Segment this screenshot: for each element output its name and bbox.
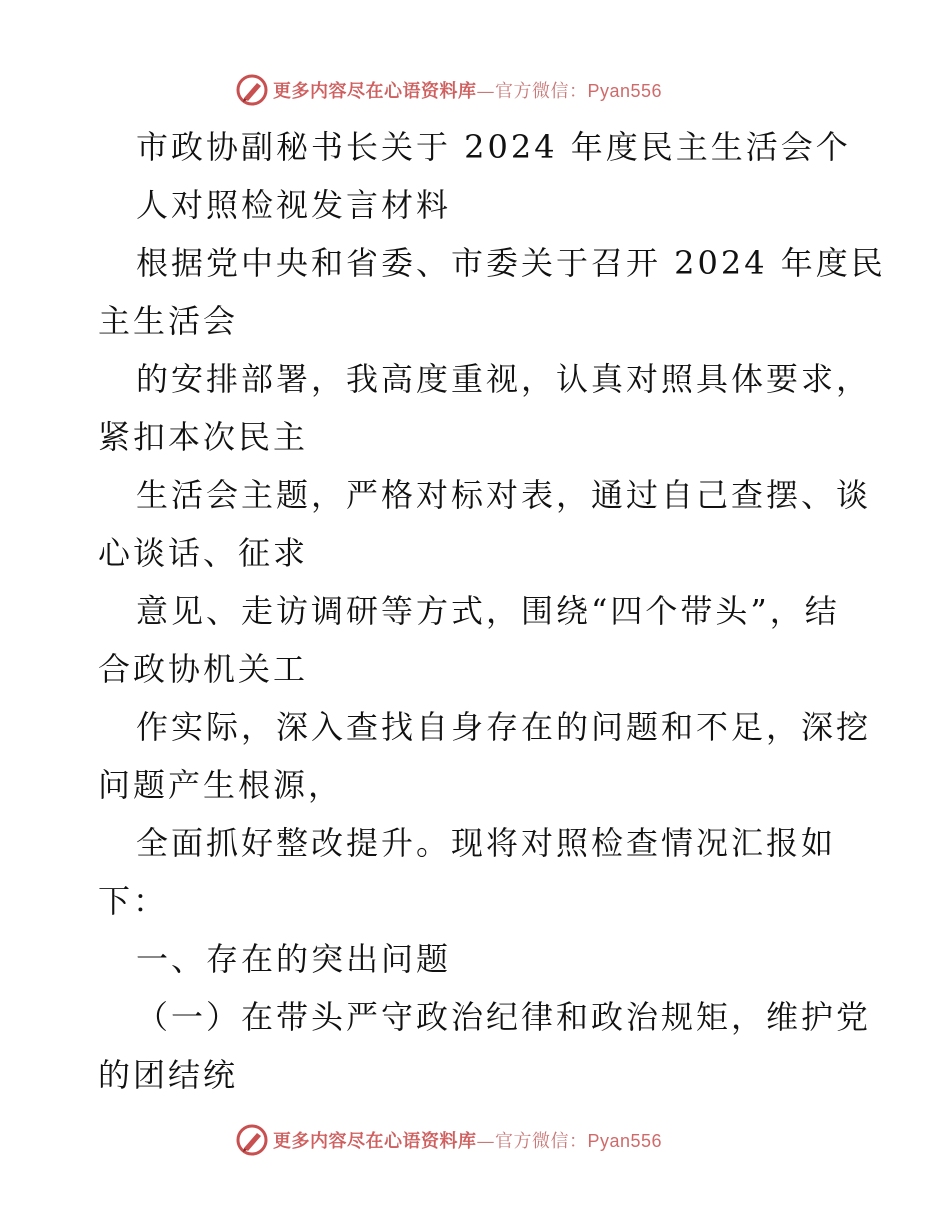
title-line-1: 市政协副秘书长关于 2024 年度民主生活会个 — [136, 128, 851, 166]
paragraph-line: 紧扣本次民主 — [98, 418, 309, 456]
pen-logo-icon — [235, 1123, 269, 1157]
header-watermark — [235, 72, 715, 108]
pen-logo-icon — [235, 73, 269, 107]
paragraph-line: 根据党中央和省委、市委关于召开 2024 年度民 — [136, 244, 886, 282]
footer-watermark — [235, 1122, 715, 1158]
paragraph-line: 意见、走访调研等方式，围绕“四个带头”，结 — [136, 592, 840, 630]
section-heading: 一、存在的突出问题 — [136, 940, 452, 978]
paragraph-line: 心谈话、征求 — [98, 534, 309, 572]
paragraph-line: 全面抓好整改提升。现将对照检查情况汇报如 — [136, 824, 837, 862]
paragraph-line: 的团结统 — [98, 1056, 239, 1094]
watermark-text: 更多内容尽在心语资料库—官方微信：Pyan556 — [273, 81, 663, 102]
subsection-heading: （一）在带头严守政治纪律和政治规矩，维护党 — [136, 998, 872, 1036]
paragraph-line: 下： — [98, 882, 169, 920]
paragraph-line: 作实际，深入查找自身存在的问题和不足，深挖 — [136, 708, 872, 746]
paragraph-line: 主生活会 — [98, 302, 239, 340]
paragraph-line: 问题产生根源， — [98, 766, 344, 804]
paragraph-line: 生活会主题，严格对标对表，通过自己查摆、谈 — [136, 476, 872, 514]
paragraph-line: 合政协机关工 — [98, 650, 309, 688]
title-line-2: 人对照检视发言材料 — [136, 186, 452, 224]
paragraph-line: 的安排部署，我高度重视，认真对照具体要求， — [136, 360, 872, 398]
watermark-text: 更多内容尽在心语资料库—官方微信：Pyan556 — [273, 1131, 663, 1152]
document-body — [98, 118, 886, 1104]
